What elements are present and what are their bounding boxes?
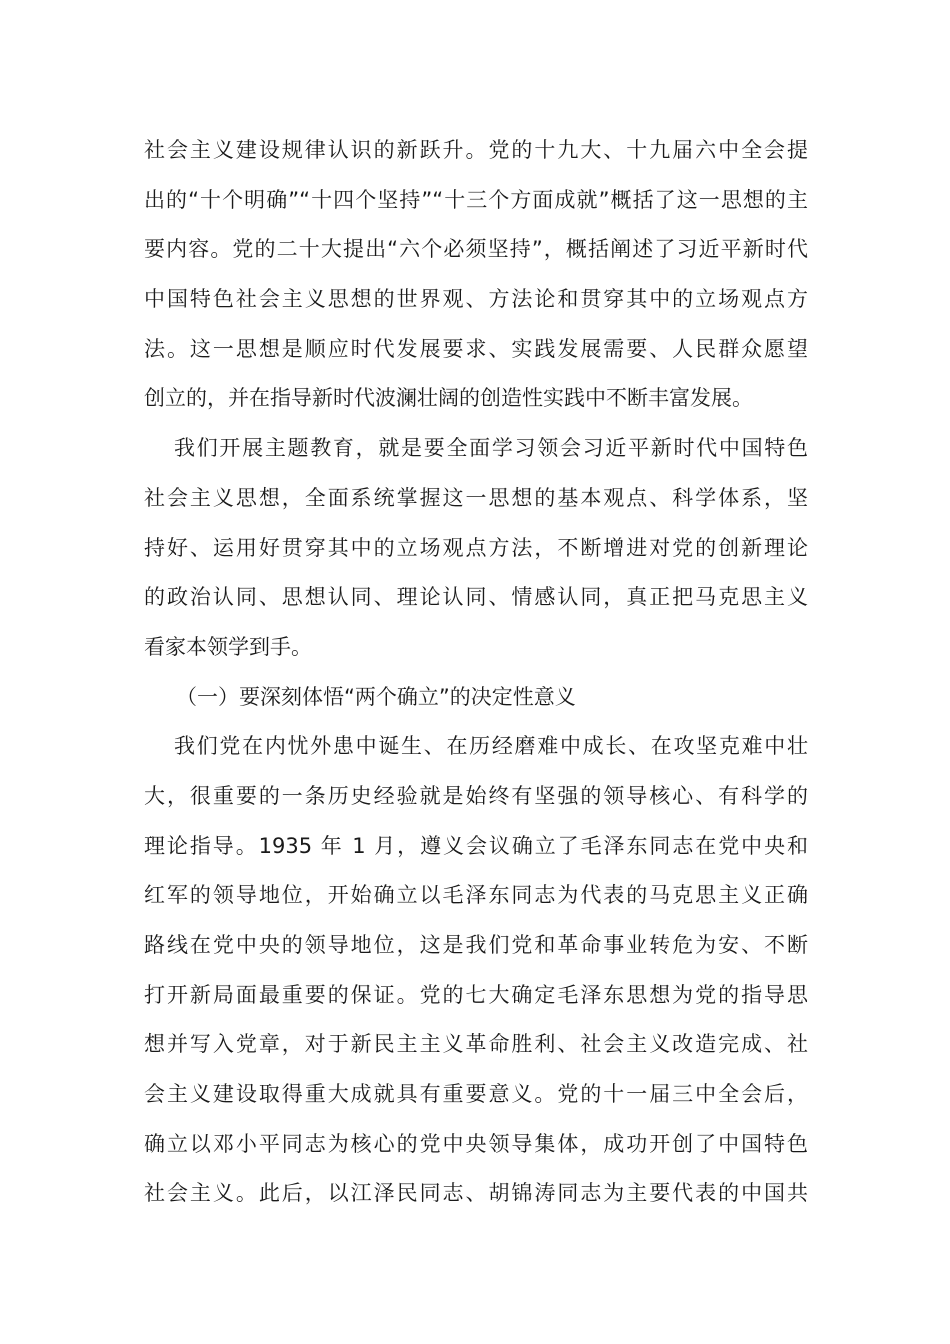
- text-line: 社会主义思想，全面系统掌握这一思想的基本观点、科学体系，坚: [144, 485, 808, 510]
- text-line: 路线在党中央的领导地位，这是我们党和革命事业转危为安、不断: [144, 933, 808, 957]
- text-line: 社会主义建设规律认识的新跃升。党的十九大、十九届六中全会提: [144, 138, 808, 162]
- text-line: 创立的，并在指导新时代波澜壮阔的创造性实践中不断丰富发展。: [144, 386, 753, 411]
- text-line: 会主义建设取得重大成就具有重要意义。党的十一届三中全会后，: [144, 1082, 808, 1107]
- text-line: 红军的领导地位，开始确立以毛泽东同志为代表的马克思主义正确: [144, 883, 808, 908]
- text-line: 看家本领学到手。: [144, 634, 312, 659]
- text-line: 理论指导。1935 年 1 月，遵义会议确立了毛泽东同志在党中央和: [144, 833, 808, 858]
- text-line: 法。这一思想是顺应时代发展要求、实践发展需要、人民群众愿望: [144, 336, 808, 361]
- text-line: 社会主义。此后，以江泽民同志、胡锦涛同志为主要代表的中国共: [144, 1181, 808, 1206]
- section-heading: （一）要深刻体悟“两个确立”的决定性意义: [176, 684, 576, 709]
- text-line: 确立以邓小平同志为核心的党中央领导集体，成功开创了中国特色: [144, 1131, 808, 1156]
- text-line: 想并写入党章，对于新民主主义革命胜利、社会主义改造完成、社: [144, 1032, 808, 1057]
- paragraph-first-line: 我们党在内忧外患中诞生、在历经磨难中成长、在攻坚克难中壮: [174, 734, 808, 759]
- text-line: 大，很重要的一条历史经验就是始终有坚强的领导核心、有科学的: [144, 783, 808, 808]
- text-line: 中国特色社会主义思想的世界观、方法论和贯穿其中的立场观点方: [144, 287, 808, 312]
- body-text: [144, 126, 808, 1219]
- text-line: 的政治认同、思想认同、理论认同、情感认同，真正把马克思主义: [144, 585, 808, 610]
- text-line: 打开新局面最重要的保证。党的七大确定毛泽东思想为党的指导思: [144, 982, 808, 1007]
- paragraph-first-line: 我们开展主题教育，就是要全面学习领会习近平新时代中国特色: [174, 436, 808, 461]
- text-line: 出的“十个明确”“十四个坚持”“十三个方面成就”概括了这一思想的主: [144, 187, 808, 212]
- text-line: 持好、运用好贯穿其中的立场观点方法，不断增进对党的创新理论: [144, 535, 808, 560]
- text-line: 要内容。党的二十大提出“六个必须坚持”，概括阐述了习近平新时代: [144, 237, 808, 262]
